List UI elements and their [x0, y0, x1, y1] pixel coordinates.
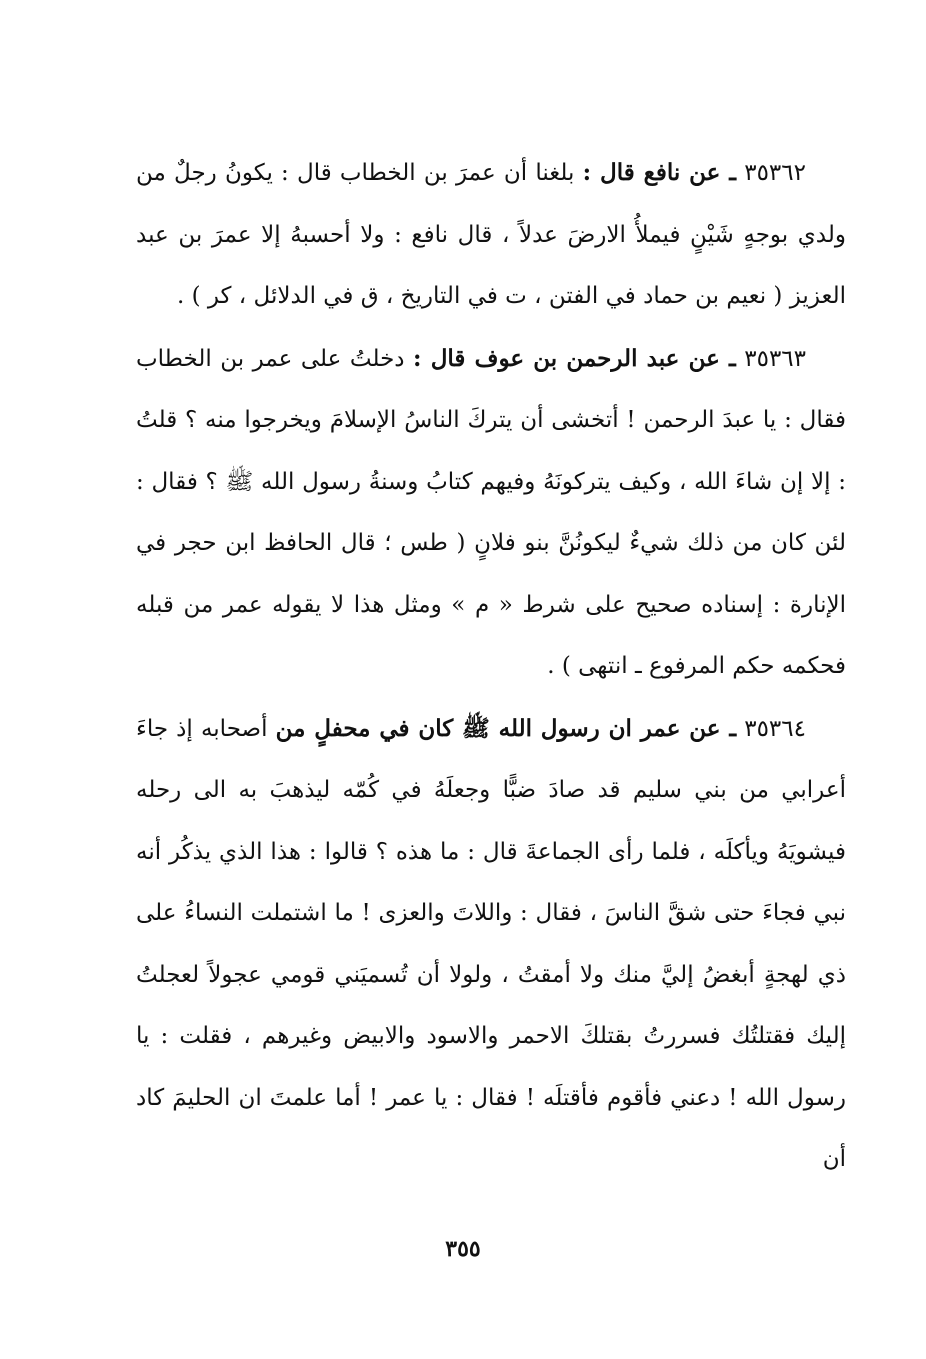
hadith-text: أصحابه إذ جاءَ أعرابي من بني سليم قد صادَ ضبًّا وجعلَهُ في كُمّه ليذهبَ به الى رحله فيشويَهُ ويأكلَه ، فلما رأى الجماعةَ قال : ما هذه ؟ قالوا : هذا الذي يذكُر أنه نبي فجاءَ حتى شقَّ الناسَ ، فقال : واللاتَ والعزى ! ما اشتملت النساءُ على ذي لهجةٍ أبغضُ إليَّ منك ولا أمقتُ ، ولولا أن تُسميَني قومي عجولاً لعجلتُ إليك فقتلتُك فسررتُ بقتلكَ الاحمر والاسود والابيض وغيرهم ، فقلت : يا رسول الله ! دعني فأقوم فأقتلَه ! فقال : يا عمر ! أما علمتَ ان الحليمَ كاد أن — [136, 715, 846, 1172]
hadith-number: ٣٥٣٦٤ — [744, 715, 806, 742]
hadith-lead: ـ عن عبد الرحمن بن عوف قال : — [413, 344, 736, 372]
hadith-number: ٣٥٣٦٣ — [744, 345, 807, 372]
hadith-text: دخلتُ على عمر بن الخطاب فقال : يا عبدَ الرحمن ! أتخشى أن يتركَ الناسُ الإسلامَ ويخرجوا منه ؟ قلتُ : إلا إن شاءَ الله ، وكيف يتركونَهُ وفيهم كتابُ وسنةُ رسول الله ﷺ ؟ فقال : لئن كان من ذلك شيءٌ ليكونُنَّ بنو فلانٍ ( طس ؛ قال الحافظ ابن حجر في الإنارة : إسناده صحيح على شرط « م » ومثل هذا لا يقوله عمر من قبله فحكمه حكم المرفوع ـ انتهى ) . — [136, 345, 846, 679]
hadith-35362 — [136, 142, 846, 328]
hadith-lead: ـ عن نافع قال : — [582, 159, 737, 186]
hadith-lead: ـ عن عمر ان رسول الله ﷺ كان في محفلٍ من — [275, 714, 737, 742]
body-text — [136, 142, 846, 1191]
hadith-35363 — [136, 328, 846, 698]
hadith-35364 — [136, 698, 846, 1191]
hadith-number: ٣٥٣٦٢ — [744, 160, 806, 186]
page-number: ٣٥٥ — [445, 1236, 481, 1262]
hadith-text: بلغنا أن عمرَ بن الخطاب قال : يكونُ رجلٌ من ولدي بوجهٍ شَيْنٍ فيملأُ الارضَ عدلاً ، قال نافع : ولا أحسبهُ إلا عمرَ بن عبد العزيز ( نعيم بن حماد في الفتن ، ت في التاريخ ، ق في الدلائل ، كر ) . — [136, 160, 846, 309]
